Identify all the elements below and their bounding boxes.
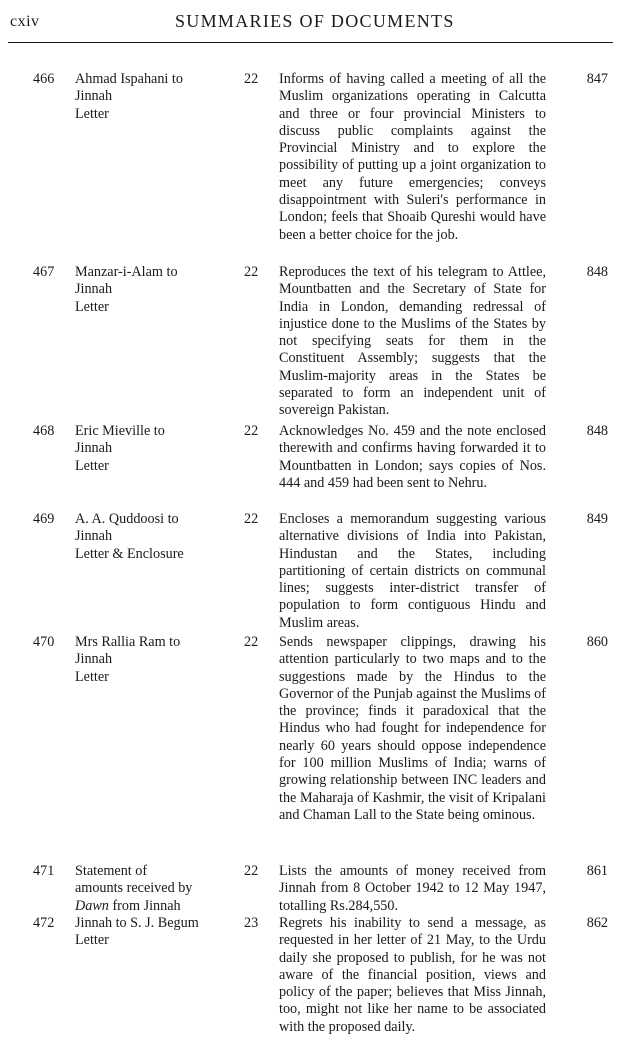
page-reference: 849 [586, 511, 608, 527]
document-date: 22 [244, 71, 259, 87]
document-date: 22 [244, 863, 259, 879]
correspondent-line: Dawn from Jinnah [75, 897, 181, 914]
document-summary: Lists the amounts of money received from Jinnah from 8 October 1942 to 12 May 1947, totalling Rs.284,550. [279, 863, 546, 914]
document-type: Letter [75, 457, 109, 474]
correspondents [75, 423, 235, 475]
document-date: 22 [244, 511, 259, 527]
document-number: 469 [33, 511, 55, 527]
correspondent-line: Jinnah [75, 651, 113, 668]
document-summary: Encloses a memorandum suggesting various alternative divisions of India into Pakistan, Hindustan and the States, including partitioning of certain districts on communal lines; suggests inter-district transfer of population to form contiguous Hindu and Muslim areas. [279, 511, 546, 631]
correspondent-line: Mrs Rallia Ram to [75, 634, 181, 650]
document-number: 466 [33, 71, 55, 87]
correspondent-line: A. A. Quddoosi to [75, 511, 179, 527]
header-rule [8, 42, 613, 43]
page-reference: 847 [586, 71, 608, 87]
correspondents [75, 634, 235, 686]
document-number: 467 [33, 264, 55, 280]
document-summary: Sends newspaper clippings, drawing his attention particularly to two maps and to the suggestions made by the Hindus to the Governor of the Punjab against the Muslims of the province; finds it paradoxical that the Hindus who had fought for independence for nearly 60 years should oppose independence for 100 million Muslims of India; warns of growing relationship between INC leaders and the Maharaja of Kashmir, the visit of Kripalani and Chaman Lall to the State being ominous. [279, 634, 546, 823]
document-summary: Regrets his inability to send a message, as requested in her letter of 21 May, to the Urdu daily she proposed to publish, for he was not aware of the financial position, views and policy of the paper; believes that Miss Jinnah, too, might not like her name to be associated with the proposed daily. [279, 915, 546, 1035]
document-date: 22 [244, 264, 259, 280]
document-summary: Informs of having called a meeting of all the Muslim organizations operating in Calcutta and three or four provincial Ministers to discuss public complaints against the Provincial Ministry and to explore the possibility of putting up a joint organization to meet any future emergencies; conveys disappointment with Suleri's performance in London; feels that Shoaib Qureshi would have been a better choice for the job. [279, 71, 546, 243]
newspaper-title: Dawn [75, 897, 109, 914]
page-header [0, 0, 627, 46]
document-number: 468 [33, 423, 55, 439]
correspondent-line: Statement of [75, 863, 148, 879]
document-number: 471 [33, 863, 55, 879]
document-type: Letter [75, 932, 109, 949]
correspondent-line: Jinnah [75, 528, 113, 545]
correspondents [75, 863, 235, 915]
page-number: cxiv [10, 13, 40, 30]
correspondents [75, 511, 235, 563]
document-date: 23 [244, 915, 259, 931]
correspondent-line: Ahmad Ispahani to [75, 71, 183, 87]
running-title: SUMMARIES OF DOCUMENTS [175, 11, 455, 31]
correspondent-line: Manzar-i-Alam to [75, 264, 178, 280]
document-date: 22 [244, 634, 259, 650]
correspondent-line: Jinnah [75, 88, 113, 105]
correspondent-line: Jinnah to S. J. Begum [75, 915, 199, 931]
correspondent-line: Jinnah [75, 440, 113, 457]
correspondent-line: Eric Mieville to [75, 423, 165, 439]
page-reference: 848 [586, 264, 608, 280]
correspondents [75, 71, 235, 123]
document-summary: Acknowledges No. 459 and the note enclosed therewith and confirms having forwarded it to Mountbatten in London; says copies of Nos. 444 and 459 had been sent to Nehru. [279, 423, 546, 491]
page-reference: 860 [586, 634, 608, 650]
page-reference: 848 [586, 423, 608, 439]
page-reference: 862 [586, 915, 608, 931]
document-summary: Reproduces the text of his telegram to Attlee, Mountbatten and the Secretary of State for India in London, demanding redressal of injustice done to the Muslims of the States by not specifying seats for them in the Constituent Assembly; suggests that the Muslim-majority areas in the States be separated to form an independent unit of sovereign Pakistan. [279, 264, 546, 419]
document-type: Letter [75, 668, 109, 685]
correspondents [75, 264, 235, 316]
correspondent-line: Jinnah [75, 281, 113, 298]
document-type: Letter & Enclosure [75, 545, 184, 562]
document-type: Letter [75, 105, 109, 122]
correspondents [75, 915, 235, 950]
document-type: Letter [75, 298, 109, 315]
document-number: 472 [33, 915, 55, 931]
page-reference: 861 [586, 863, 608, 879]
document-number: 470 [33, 634, 55, 650]
correspondent-line: amounts received by [75, 880, 193, 897]
document-date: 22 [244, 423, 259, 439]
